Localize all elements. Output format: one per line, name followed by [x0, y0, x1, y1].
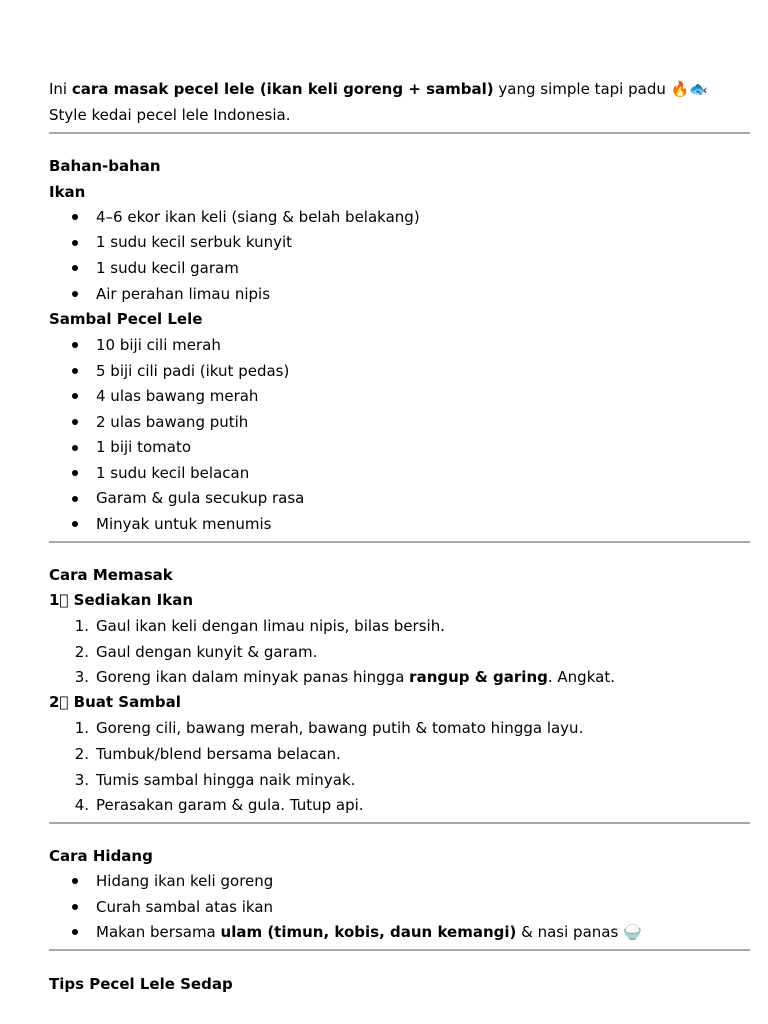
list-item: Gaul dengan kunyit & garam.: [96, 643, 318, 661]
list-item: 5 biji cili padi (ikut pedas): [96, 362, 290, 380]
bullet-dot: [72, 445, 78, 451]
bullet-dot: [72, 496, 78, 502]
list-item: Gaul ikan keli dengan limau nipis, bilas bersih.: [96, 617, 445, 635]
list-item: Garam & gula secukup rasa: [96, 489, 305, 507]
list-item: Hidang ikan keli goreng: [96, 872, 274, 890]
item-text: Goreng ikan dalam minyak panas hingga: [96, 668, 410, 686]
divider: [49, 541, 750, 543]
intro-bold-text: cara masak pecel lele (ikan keli goreng + sambal): [71, 80, 494, 98]
bullet-dot: [72, 291, 78, 297]
intro-suffix: yang simple tapi padu 🔥🐟: [493, 80, 708, 98]
list-number: 1.: [74, 617, 89, 635]
list-item: 10 biji cili merah: [96, 336, 221, 354]
intro-prefix: Ini: [49, 80, 72, 98]
bullet-dot: [72, 929, 78, 935]
intro-line-1: [49, 79, 708, 99]
divider: [49, 822, 750, 824]
divider: [49, 132, 750, 134]
bullet-dot: [72, 240, 78, 246]
list-number: 1.: [74, 719, 89, 737]
bullet-dot: [72, 265, 78, 271]
list-item: 1 sudu kecil garam: [96, 259, 239, 277]
list-item: Tumbuk/blend bersama belacan.: [96, 745, 341, 763]
list-number: 3.: [74, 668, 89, 686]
intro-line-2: Style kedai pecel lele Indonesia.: [49, 106, 291, 124]
subheading-ikan: Ikan: [49, 183, 86, 201]
bullet-dot: [72, 368, 78, 374]
bullet-dot: [72, 521, 78, 527]
list-number: 2.: [74, 643, 89, 661]
bullet-dot: [72, 393, 78, 399]
item-bold-text: rangup & garing: [409, 668, 548, 686]
list-item: 1 biji tomato: [96, 438, 192, 456]
item-text: . Angkat.: [547, 668, 615, 686]
list-item: 1 sudu kecil belacan: [96, 464, 250, 482]
section-heading-tips: Tips Pecel Lele Sedap: [49, 975, 233, 993]
list-number: 3.: [74, 771, 89, 789]
list-number: 2.: [74, 745, 89, 763]
list-item: [96, 667, 615, 687]
list-item: 4 ulas bawang merah: [96, 387, 259, 405]
list-item: [96, 922, 642, 942]
list-item: Tumis sambal hingga naik minyak.: [96, 771, 356, 789]
list-item: Minyak untuk menumis: [96, 515, 272, 533]
item-bold-text: ulam (timun, kobis, daun kemangi): [220, 923, 517, 941]
section-heading-cara: Cara Memasak: [49, 566, 173, 584]
bullet-dot: [72, 878, 78, 884]
list-item: Perasakan garam & gula. Tutup api.: [96, 796, 364, 814]
list-item: 1 sudu kecil serbuk kunyit: [96, 233, 293, 251]
bullet-dot: [72, 904, 78, 910]
divider: [49, 949, 750, 951]
subheading-step-2: 2⃣ Buat Sambal: [49, 693, 181, 711]
bullet-dot: [72, 214, 78, 220]
subheading-sambal: Sambal Pecel Lele: [49, 310, 203, 328]
list-item: 2 ulas bawang putih: [96, 413, 249, 431]
list-item: Curah sambal atas ikan: [96, 898, 274, 916]
item-text: Makan bersama: [96, 923, 221, 941]
section-heading-bahan: Bahan-bahan: [49, 157, 161, 175]
list-item: Air perahan limau nipis: [96, 285, 271, 303]
item-text: & nasi panas 🍚: [516, 923, 642, 941]
bullet-dot: [72, 342, 78, 348]
section-heading-hidang: Cara Hidang: [49, 847, 153, 865]
bullet-dot: [72, 470, 78, 476]
list-number: 4.: [74, 796, 89, 814]
list-item: Goreng cili, bawang merah, bawang putih & tomato hingga layu.: [96, 719, 584, 737]
subheading-step-1: 1⃣ Sediakan Ikan: [49, 591, 193, 609]
bullet-dot: [72, 419, 78, 425]
list-item: 4–6 ekor ikan keli (siang & belah belakang): [96, 208, 420, 226]
